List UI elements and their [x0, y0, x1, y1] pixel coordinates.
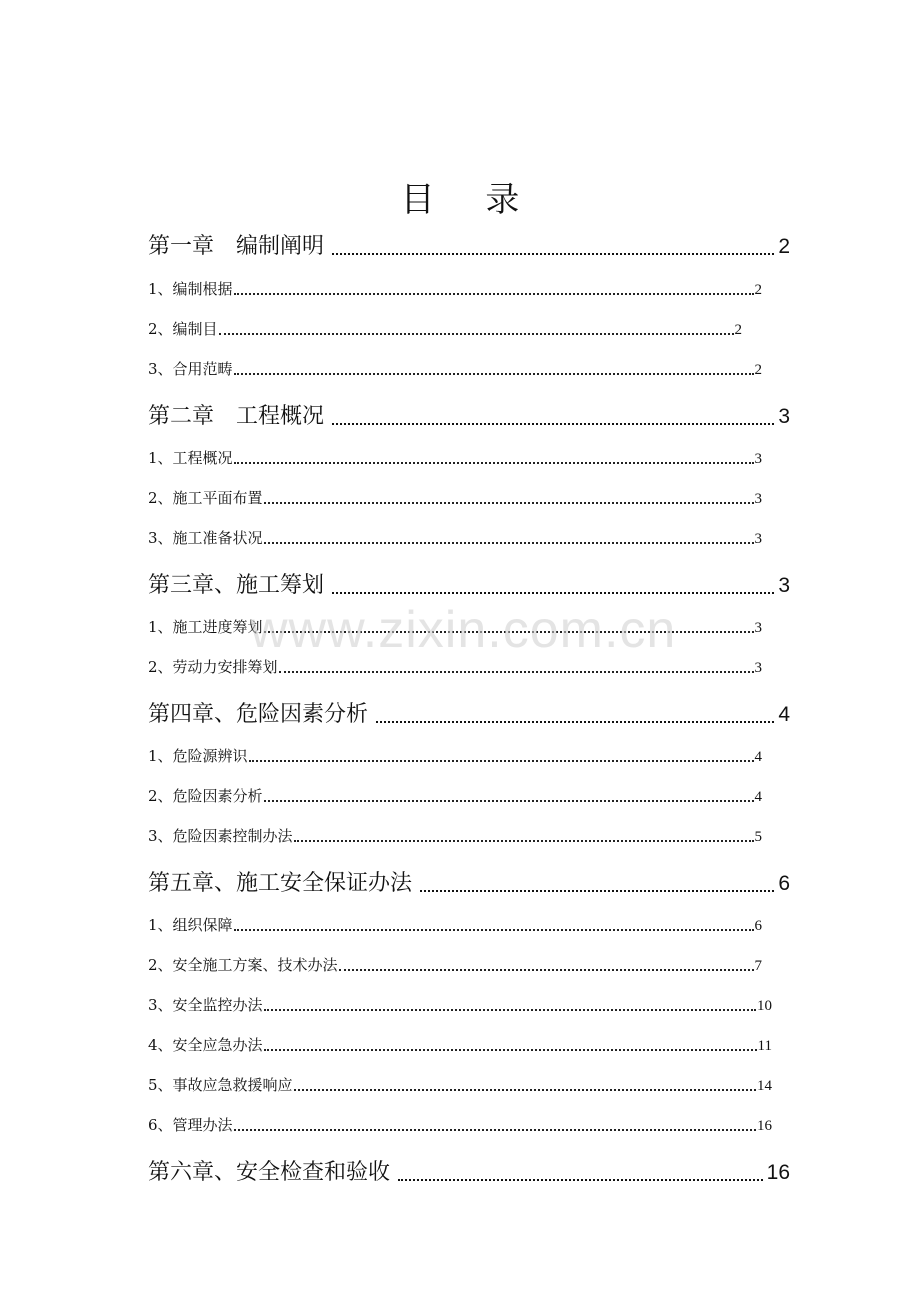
page-title: 目 录	[400, 180, 540, 220]
toc-entry-label: 第五章、施工安全保证办法	[148, 871, 413, 896]
dot-leader	[332, 591, 774, 594]
dot-leader	[264, 1008, 756, 1011]
toc-entry-label: 4、安全应急办法	[148, 1036, 263, 1054]
toc-page-number: 3	[754, 620, 762, 636]
toc-page-number: 3	[754, 491, 762, 507]
toc-page-number: 3	[754, 660, 762, 676]
toc-chapter-1[interactable]	[148, 229, 790, 259]
toc-section-5-6[interactable]	[148, 1114, 772, 1136]
toc-page-number: 16	[757, 1118, 772, 1134]
toc-page-number: 16	[766, 1161, 790, 1184]
toc-page-number: 4	[778, 703, 790, 726]
toc-entry-label: 2、劳动力安排筹划	[148, 658, 278, 676]
dot-leader	[219, 332, 734, 335]
dot-leader	[294, 839, 754, 842]
toc-entry-label: 第二章 工程概况	[148, 404, 325, 429]
toc-entry-label: 2、安全施工方案、技术办法	[148, 956, 338, 974]
toc-entry-label: 2、施工平面布置	[148, 489, 263, 507]
dot-leader	[294, 1088, 756, 1091]
dot-leader	[279, 670, 754, 673]
toc-page-number: 5	[754, 829, 762, 845]
dot-leader	[234, 461, 754, 464]
toc-section-3-2[interactable]	[148, 656, 762, 678]
dot-leader	[264, 799, 754, 802]
dot-leader	[332, 252, 774, 255]
toc-entry-label: 6、管理办法	[148, 1116, 233, 1134]
toc-entry-label: 第四章、危险因素分析	[148, 702, 369, 727]
toc-section-2-3[interactable]	[148, 527, 762, 549]
toc-entry-label: 3、安全监控办法	[148, 996, 263, 1014]
toc-page-number: 6	[778, 872, 790, 895]
dot-leader	[376, 720, 774, 723]
toc-chapter-3[interactable]	[148, 568, 790, 598]
toc-page-number: 2	[734, 322, 742, 338]
dot-leader	[332, 422, 774, 425]
dot-leader	[234, 292, 754, 295]
dot-leader	[264, 501, 754, 504]
toc-page-number: 7	[754, 958, 762, 974]
toc-section-1-2[interactable]	[148, 318, 742, 340]
toc-chapter-2[interactable]	[148, 399, 790, 429]
toc-section-1-1[interactable]	[148, 278, 762, 300]
toc-entry-label: 1、危险源辨识	[148, 747, 248, 765]
toc-entry-label: 2、编制目	[148, 320, 218, 338]
toc-section-5-3[interactable]	[148, 994, 772, 1016]
toc-page-number: 2	[778, 235, 790, 258]
toc-entry-label: 第一章 编制阐明	[148, 234, 325, 259]
toc-section-5-5[interactable]	[148, 1074, 772, 1096]
toc-chapter-6[interactable]	[148, 1155, 790, 1185]
toc-page-number: 2	[754, 282, 762, 298]
dot-leader	[249, 759, 754, 762]
toc-page-number: 2	[754, 362, 762, 378]
dot-leader	[234, 1128, 756, 1131]
dot-leader	[264, 541, 754, 544]
toc-entry-label: 2、危险因素分析	[148, 787, 263, 805]
dot-leader	[264, 1048, 757, 1051]
toc-entry-label: 1、施工进度筹划	[148, 618, 263, 636]
toc-entry-label: 3、危险因素控制办法	[148, 827, 293, 845]
toc-chapter-4[interactable]	[148, 697, 790, 727]
toc-page-number: 4	[754, 789, 762, 805]
toc-section-4-1[interactable]	[148, 745, 762, 767]
toc-page-number: 3	[754, 451, 762, 467]
dot-leader	[420, 889, 774, 892]
toc-entry-label: 1、工程概况	[148, 449, 233, 467]
toc-page-number: 10	[757, 998, 772, 1014]
toc-page-number: 6	[754, 918, 762, 934]
toc-entry-label: 3、施工准备状况	[148, 529, 263, 547]
toc-page-number: 4	[754, 749, 762, 765]
toc-section-5-1[interactable]	[148, 914, 762, 936]
toc-page-number: 3	[754, 531, 762, 547]
dot-leader	[234, 372, 754, 375]
toc-page-number: 11	[757, 1038, 772, 1054]
toc-entry-label: 3、合用范畴	[148, 360, 233, 378]
toc-page-number: 3	[778, 405, 790, 428]
dot-leader	[398, 1178, 763, 1181]
dot-leader	[234, 928, 754, 931]
toc-section-5-4[interactable]	[148, 1034, 772, 1056]
watermark: www.zixin.com.cn	[250, 601, 677, 659]
toc-section-5-2[interactable]	[148, 954, 762, 976]
toc-chapter-5[interactable]	[148, 866, 790, 896]
toc-page-number: 14	[757, 1078, 772, 1094]
dot-leader	[339, 968, 754, 971]
toc-page-number: 3	[778, 574, 790, 597]
toc-entry-label: 第三章、施工筹划	[148, 573, 325, 598]
toc-section-3-1[interactable]	[148, 616, 762, 638]
toc-entry-label: 1、编制根据	[148, 280, 233, 298]
toc-entry-label: 1、组织保障	[148, 916, 233, 934]
toc-entry-label: 5、事故应急救援响应	[148, 1076, 293, 1094]
toc-section-2-2[interactable]	[148, 487, 762, 509]
dot-leader	[264, 630, 754, 633]
toc-section-4-3[interactable]	[148, 825, 762, 847]
toc-entry-label: 第六章、安全检查和验收	[148, 1160, 391, 1185]
toc-section-4-2[interactable]	[148, 785, 762, 807]
toc-section-1-3[interactable]	[148, 358, 762, 380]
toc-section-2-1[interactable]	[148, 447, 762, 469]
